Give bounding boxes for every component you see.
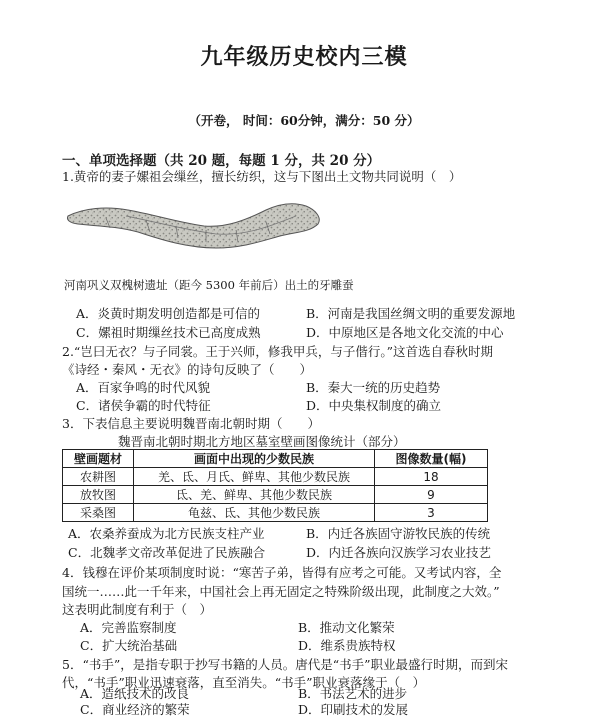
q4-stem-line1: 4．钱穆在评价某项制度时说：“寒苦子弟，皆得有应考之可能。又考试内容，全: [62, 565, 502, 580]
table-row: [63, 486, 488, 504]
table-header-cell: 壁画题材: [63, 450, 134, 468]
table-row: [63, 504, 488, 522]
q2-option-a[interactable]: A．百家争鸣的时代风貌: [76, 380, 211, 395]
q5-option-c[interactable]: C．商业经济的繁荣: [80, 702, 190, 717]
table-cell: 龟兹、氐、其他少数民族: [134, 504, 375, 522]
q5-option-a[interactable]: A．造纸技术的改良: [80, 686, 190, 701]
q4-option-a[interactable]: A．完善监察制度: [80, 620, 177, 635]
exam-subtitle: （开卷， 时间：60分钟，满分：50 分）: [188, 113, 420, 128]
q4-option-d[interactable]: D．维系贵族特权: [298, 638, 396, 653]
q1-option-a[interactable]: A．炎黄时期发明创造都是可信的: [76, 306, 261, 321]
q2-option-b[interactable]: B．秦大一统的历史趋势: [306, 380, 441, 395]
q4-option-b[interactable]: B．推动文化繁荣: [298, 620, 395, 635]
section-heading: 一、单项选择题（共 20 题，每题 1 分，共 20 分）: [62, 153, 381, 169]
q3-stem: 3．下表信息主要说明魏晋南北朝时期（ ）: [62, 416, 320, 431]
q1-option-b[interactable]: B．河南是我国丝绸文明的重要发源地: [306, 306, 516, 321]
table-cell: 3: [375, 504, 488, 522]
q4-option-c[interactable]: C．扩大统治基础: [80, 638, 178, 653]
q3-option-d[interactable]: D．内迁各族向汉族学习农业技艺: [306, 545, 492, 560]
table-cell: 18: [375, 468, 488, 486]
table-cell: 农耕图: [63, 468, 134, 486]
q4-stem-line3: 这表明此制度有利于（ ）: [62, 602, 213, 617]
table-cell: 放牧图: [63, 486, 134, 504]
table-cell: 氐、羌、鲜卑、其他少数民族: [134, 486, 375, 504]
q3-table-title: 魏晋南北朝时期北方地区墓室壁画图像统计（部分）: [118, 434, 406, 449]
q1-option-d[interactable]: D．中原地区是各地文化交流的中心: [306, 325, 504, 340]
table-cell: 采桑图: [63, 504, 134, 522]
q5-stem-line1: 5．“书手”，是指专职于抄写书籍的人员。唐代是“书手”职业最盛行时期，而到宋: [62, 657, 509, 672]
q1-stem: 1.黄帝的妻子嫘祖会缫丝，擅长纺织，这与下图出土文物共同说明（ ）: [62, 169, 462, 184]
q2-stem-line2: 《诗经・秦风・无衣》的诗句反映了（ ）: [62, 362, 313, 377]
q1-option-c[interactable]: C．嫘祖时期缫丝技术已高度成熟: [76, 325, 261, 340]
table-row: [63, 468, 488, 486]
carved-silkworm-image: [66, 196, 326, 258]
q5-stem-line2: 代，“书手”职业迅速衰落，直至消失。“书手”职业衰落缘于（ ）: [62, 675, 426, 690]
table-header-cell: 图像数量(幅): [375, 450, 488, 468]
q4-stem-line2: 国统一……此一千年来，中国社会上再无固定之特殊阶级出现，此制度之大效。”: [62, 584, 500, 599]
q5-option-b[interactable]: B．书法艺术的进步: [298, 686, 408, 701]
q2-option-c[interactable]: C．诸侯争霸的时代特征: [76, 398, 211, 413]
q2-option-d[interactable]: D．中央集权制度的确立: [306, 398, 442, 413]
exam-title: 九年级历史校内三模: [200, 44, 408, 70]
q3-option-c[interactable]: C．北魏孝文帝改革促进了民族融合: [68, 545, 266, 560]
q3-option-a[interactable]: A．农桑养蚕成为北方民族支柱产业: [68, 526, 265, 541]
q3-option-b[interactable]: B．内迁各族固守游牧民族的传统: [306, 526, 491, 541]
q5-option-d[interactable]: D．印刷技术的发展: [298, 702, 409, 717]
table-cell: 9: [375, 486, 488, 504]
q1-image-caption: 河南巩义双槐树遗址（距今 5300 年前后）出土的牙雕蚕: [64, 278, 354, 292]
q2-stem-line1: 2.“岂曰无衣？与子同裳。王于兴师，修我甲兵，与子偕行。”这首选自春秋时期: [62, 344, 493, 359]
table-header-cell: 画面中出现的少数民族: [134, 450, 375, 468]
mural-statistics-table: [62, 449, 488, 522]
table-cell: 羌、氐、月氏、鲜卑、其他少数民族: [134, 468, 375, 486]
table-header-row: [63, 450, 488, 468]
